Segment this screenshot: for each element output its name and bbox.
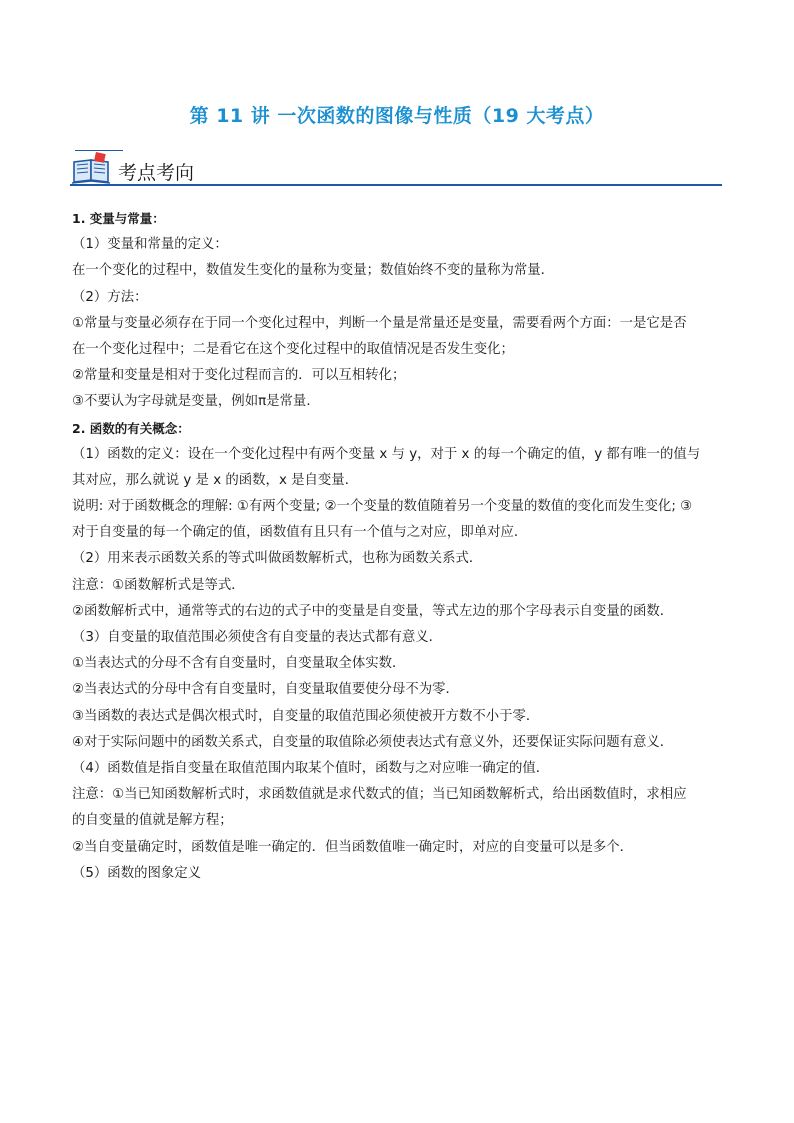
section-label: 考点考向 <box>118 162 195 184</box>
section-heading: 1. 变量与常量： <box>72 211 165 226</box>
text-line: 注意：①当已知函数解析式时，求函数值就是求代数式的值；当已知函数解析式，给出函数值时，求相应 <box>72 787 687 803</box>
text-line: 在一个变化的过程中，数值发生变化的量称为变量；数值始终不变的量称为常量． <box>72 263 555 279</box>
text-line: ②函数解析式中，通常等式的右边的式子中的变量是自变量，等式左边的那个字母表示自变量的函数． <box>72 603 674 619</box>
text-line: 的自变量的值就是解方程； <box>72 813 233 829</box>
text-line: 说明: 对于函数概念的理解: ①有两个变量; ②一个变量的数值随着另一个变量的数值的变化而发生变化; ③ <box>72 499 693 515</box>
text-line: （3）自变量的取值范围必须使含有自变量的表达式都有意义． <box>72 630 443 645</box>
text-line: 其对应，那么就说 y 是 x 的函数，x 是自变量． <box>72 472 359 488</box>
text-line: （1）变量和常量的定义： <box>72 237 228 253</box>
text-line: 在一个变化过程中；二是看它在这个变化过程中的取值情况是否发生变化； <box>72 341 514 357</box>
text-line: ①常量与变量必须存在于同一个变化过程中，判断一个量是常量还是变量，需要看两个方面：一是它是否 <box>72 315 687 331</box>
text-line: ②当表达式的分母中含有自变量时，自变量取值要使分母不为零． <box>72 682 459 698</box>
text-line: ③当函数的表达式是偶次根式时，自变量的取值范围必须使被开方数不小于零． <box>72 708 540 724</box>
text-line: 对于自变量的每一个确定的值，函数值有且只有一个值与之对应，即单对应． <box>72 525 528 541</box>
text-line: （2）方法： <box>72 289 148 305</box>
text-line: （2）用来表示函数关系的等式叫做函数解析式，也称为函数关系式． <box>72 551 483 567</box>
text-line: 注意：①函数解析式是等式． <box>72 577 245 593</box>
text-line: ③不要认为字母就是变量，例如π是常量． <box>72 394 320 410</box>
book-icon <box>70 150 114 186</box>
text-line: （4）函数值是指自变量在取值范围内取某个值时，函数与之对应唯一确定的值． <box>72 760 550 776</box>
page-title: 第 11 讲 一次函数的图像与性质（19 大考点） <box>189 105 605 127</box>
text-line: ④对于实际问题中的函数关系式，自变量的取值除必须使表达式有意义外，还要保证实际问题有意义． <box>72 734 674 750</box>
text-line: ②常量和变量是相对于变化过程而言的．可以互相转化； <box>72 368 406 384</box>
text-line: ②当自变量确定时，函数值是唯一确定的．但当函数值唯一确定时，对应的自变量可以是多个． <box>72 839 634 855</box>
text-line: ①当表达式的分母不含有自变量时，自变量取全体实数． <box>72 656 406 672</box>
section-header <box>70 150 722 186</box>
text-line: （5）函数的图象定义 <box>72 865 202 881</box>
section-rule <box>70 184 722 186</box>
section-heading: 2. 函数的有关概念： <box>72 420 190 436</box>
text-line: （1）函数的定义：设在一个变化过程中有两个变量 x 与 y，对于 x 的每一个确定的值，y 都有唯一的值与 <box>72 446 701 462</box>
content-body <box>72 206 724 887</box>
